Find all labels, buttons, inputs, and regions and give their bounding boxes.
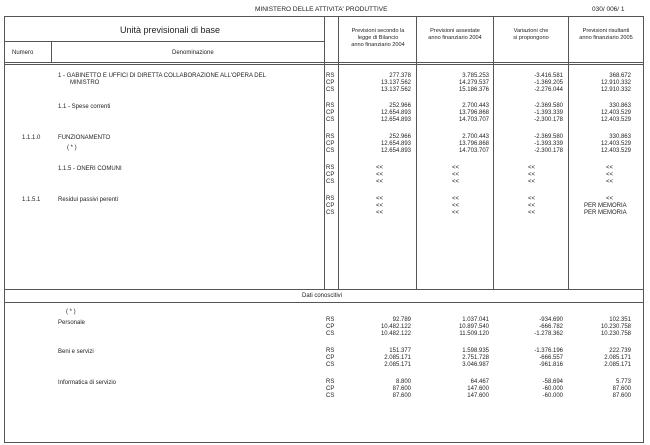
header-divider [4, 41, 324, 42]
value-type: CS [326, 87, 335, 93]
bottom-border [4, 442, 644, 443]
value-cell: 2.751.728 [462, 355, 489, 361]
value-cell: 12.654.893 [380, 141, 411, 147]
row5-number: 1.1.5.1 [22, 197, 41, 203]
value-cell: 252.966 [389, 103, 411, 109]
value-cell: << [376, 203, 384, 209]
row3-desc-line2: ( * ) [67, 145, 77, 151]
value-type: RS [326, 103, 335, 109]
value-cell: 330.863 [609, 103, 631, 109]
row1-values [326, 73, 641, 94]
col4-header-line1: Previsioni risultanti [582, 28, 630, 34]
value-cell: -2.369.580 [534, 134, 563, 140]
value-cell: << [528, 172, 536, 178]
value-cell: 64.467 [470, 379, 489, 385]
value-cell: 10.482.122 [380, 331, 411, 337]
value-cell: 2.700.443 [462, 134, 489, 140]
value-cell: 13.796.868 [458, 141, 489, 147]
value-cell: 330.863 [609, 134, 631, 140]
value-type: CS [326, 393, 335, 399]
col-divider-1 [324, 16, 325, 289]
value-type: RS [326, 379, 335, 385]
value-cell: 12.654.893 [380, 148, 411, 154]
value-cell: 12.910.332 [600, 80, 631, 86]
value-type: RS [326, 348, 335, 354]
value-cell: 10.230.758 [600, 324, 631, 330]
value-cell: -666.782 [539, 324, 563, 330]
value-cell: 222.739 [609, 348, 631, 354]
value-type: RS [326, 196, 335, 202]
value-cell: 87.600 [612, 393, 631, 399]
value-cell: -961.816 [539, 362, 563, 368]
value-cell: -58.694 [542, 379, 563, 385]
value-cell: << [452, 165, 460, 171]
personale-values [326, 317, 641, 338]
value-cell: -1.376.196 [534, 348, 563, 354]
value-type: CS [326, 362, 335, 368]
col2-header-line2: anno finanziario 2004 [428, 35, 482, 41]
value-cell: -1.369.205 [534, 80, 563, 86]
value-cell: 12.403.529 [600, 117, 631, 123]
value-cell: << [452, 172, 460, 178]
value-cell: << [528, 203, 536, 209]
value-cell: << [606, 179, 614, 185]
value-cell: << [452, 210, 460, 216]
value-type: CP [326, 110, 335, 116]
value-cell: 12.403.529 [600, 148, 631, 154]
value-cell: 1.037.041 [462, 317, 489, 323]
value-cell: 2.085.171 [604, 355, 631, 361]
value-cell: 2.085.171 [384, 362, 411, 368]
value-cell: << [376, 165, 384, 171]
value-cell: 5.773 [615, 379, 631, 385]
value-cell: 13.137.562 [380, 87, 411, 93]
row3-number: 1.1.1.0 [22, 135, 41, 141]
col3-header-line2: si propongono [513, 35, 549, 41]
value-type: RS [326, 165, 335, 171]
value-cell: 10.482.122 [380, 324, 411, 330]
value-type: CS [326, 148, 335, 154]
value-cell: 2.085.171 [384, 355, 411, 361]
value-type: CP [326, 141, 335, 147]
value-cell: -2.300.178 [534, 148, 563, 154]
ministry-heading: MINISTERO DELLE ATTIVITA' PRODUTTIVE [255, 6, 388, 13]
value-cell: << [606, 172, 614, 178]
row2-values [326, 103, 641, 124]
col3-header [494, 28, 568, 42]
value-cell: << [376, 196, 384, 202]
value-cell: 10.897.540 [458, 324, 489, 330]
value-cell: 12.910.332 [600, 87, 631, 93]
col2-header-line1: Previsioni assestate [430, 28, 480, 34]
value-type: RS [326, 73, 335, 79]
value-type: CS [326, 179, 335, 185]
value-cell: 11.509.120 [459, 331, 489, 337]
denominazione-header: Denominazione [172, 50, 214, 56]
value-cell: 92.789 [392, 317, 411, 323]
value-cell: 87.600 [392, 393, 411, 399]
col1-header-line2: legge di Bilancio [357, 35, 399, 41]
page-reference: 030/ 006/ 1 [592, 6, 625, 13]
value-cell: 3.046.987 [462, 362, 489, 368]
value-cell: << [606, 165, 614, 171]
value-cell: 87.600 [392, 386, 411, 392]
col2-header [417, 28, 493, 42]
value-cell: << [452, 203, 460, 209]
value-cell: 10.230.758 [600, 331, 631, 337]
value-cell: -60.000 [542, 393, 563, 399]
value-cell: << [528, 165, 536, 171]
value-cell: 151.377 [389, 348, 411, 354]
value-cell: 14.279.537 [458, 80, 489, 86]
value-cell: -3.416.581 [534, 73, 563, 79]
value-cell: 252.966 [389, 134, 411, 140]
value-cell: 12.403.529 [600, 141, 631, 147]
personale-label: Personale [58, 320, 86, 326]
value-cell: 13.137.562 [380, 80, 411, 86]
left-border [4, 16, 5, 443]
value-type: CP [326, 386, 335, 392]
value-cell: -1.393.339 [534, 141, 563, 147]
row4-desc: 1.1.5 - ONERI COMUNI [58, 166, 122, 172]
informatica-label: Informatica di servizio [58, 380, 117, 386]
col3-header-line1: Variazioni che [513, 28, 549, 34]
beni-values [326, 348, 641, 369]
numero-header: Numero [12, 50, 34, 56]
value-cell: -666.557 [539, 355, 563, 361]
upb-title: Unità previsionali di base [120, 25, 221, 35]
section-asterisk: ( * ) [66, 309, 76, 315]
value-cell: -2.369.580 [534, 103, 563, 109]
value-type: CP [326, 355, 335, 361]
value-cell: 368.672 [609, 73, 631, 79]
value-type: CP [326, 203, 335, 209]
row3-desc-line1: FUNZIONAMENTO [58, 135, 111, 141]
col4-header [569, 28, 643, 42]
value-cell: 1.598.935 [462, 348, 489, 354]
right-border [643, 16, 644, 443]
value-cell: -2.300.178 [534, 117, 563, 123]
value-cell: PER MEMORIA [584, 203, 627, 209]
value-cell: << [452, 179, 460, 185]
value-cell: -1.393.339 [534, 110, 563, 116]
beni-label: Beni e servizi [58, 349, 94, 355]
value-type: CP [326, 172, 335, 178]
value-type: CP [326, 80, 335, 86]
value-cell: << [528, 210, 536, 216]
value-cell: 87.600 [612, 386, 631, 392]
value-type: CS [326, 210, 335, 216]
value-type: RS [326, 317, 335, 323]
row5-values [326, 196, 641, 217]
section-title: Dati conoscitivi [302, 293, 343, 299]
value-type: CS [326, 117, 335, 123]
value-cell: 14.703.707 [458, 117, 489, 123]
row1-desc [58, 73, 266, 87]
value-cell: 102.351 [609, 317, 631, 323]
row3-desc [58, 135, 110, 152]
value-cell: 12.654.893 [380, 117, 411, 123]
row4-values [326, 165, 641, 186]
value-cell: -1.278.362 [534, 331, 563, 337]
value-cell: << [452, 196, 460, 202]
value-cell: 2.700.443 [462, 103, 489, 109]
value-cell: << [528, 179, 536, 185]
value-cell: << [528, 196, 536, 202]
value-cell: << [376, 179, 384, 185]
row2-desc: 1.1 - Spese correnti [58, 104, 111, 110]
value-cell: << [376, 210, 384, 216]
section-bottom-line [4, 302, 644, 303]
value-cell: 2.085.171 [604, 362, 631, 368]
value-type: CP [326, 324, 335, 330]
row5-desc: Residui passivi perenti [58, 197, 119, 203]
value-cell: 3.785.253 [462, 73, 489, 79]
value-cell: << [606, 196, 614, 202]
value-cell: -2.276.044 [534, 87, 563, 93]
value-cell: 8.800 [395, 379, 411, 385]
row1-desc-line2: MINISTRO [70, 80, 100, 86]
value-type: CS [326, 331, 335, 337]
value-cell: 147.600 [467, 393, 489, 399]
col4-header-line2: anno finanziario 2005 [579, 35, 633, 41]
value-type: RS [326, 134, 335, 140]
value-cell: 15.186.376 [458, 87, 489, 93]
numero-col-divider [51, 41, 52, 63]
row1-desc-line1: 1 - GABINETTO E UFFICI DI DIRETTA COLLABORAZIONE ALL'OPERA DEL [58, 73, 266, 79]
col1-header-line3: anno finanziario 2004 [351, 42, 405, 48]
value-cell: << [376, 172, 384, 178]
value-cell: 277.378 [389, 73, 411, 79]
section-top-line [4, 289, 644, 290]
value-cell: 12.403.529 [600, 110, 631, 116]
value-cell: -60.000 [542, 386, 563, 392]
value-cell: 147.600 [467, 386, 489, 392]
col1-header [340, 28, 416, 49]
row3-values [326, 134, 641, 155]
value-cell: 12.654.893 [380, 110, 411, 116]
value-cell: 13.796.868 [458, 110, 489, 116]
informatica-values [326, 379, 641, 400]
value-cell: -934.690 [539, 317, 563, 323]
col1-header-line1: Previsioni secondo la [351, 28, 405, 34]
value-cell: PER MEMORIA [584, 210, 627, 216]
value-cell: 14.703.707 [458, 148, 489, 154]
